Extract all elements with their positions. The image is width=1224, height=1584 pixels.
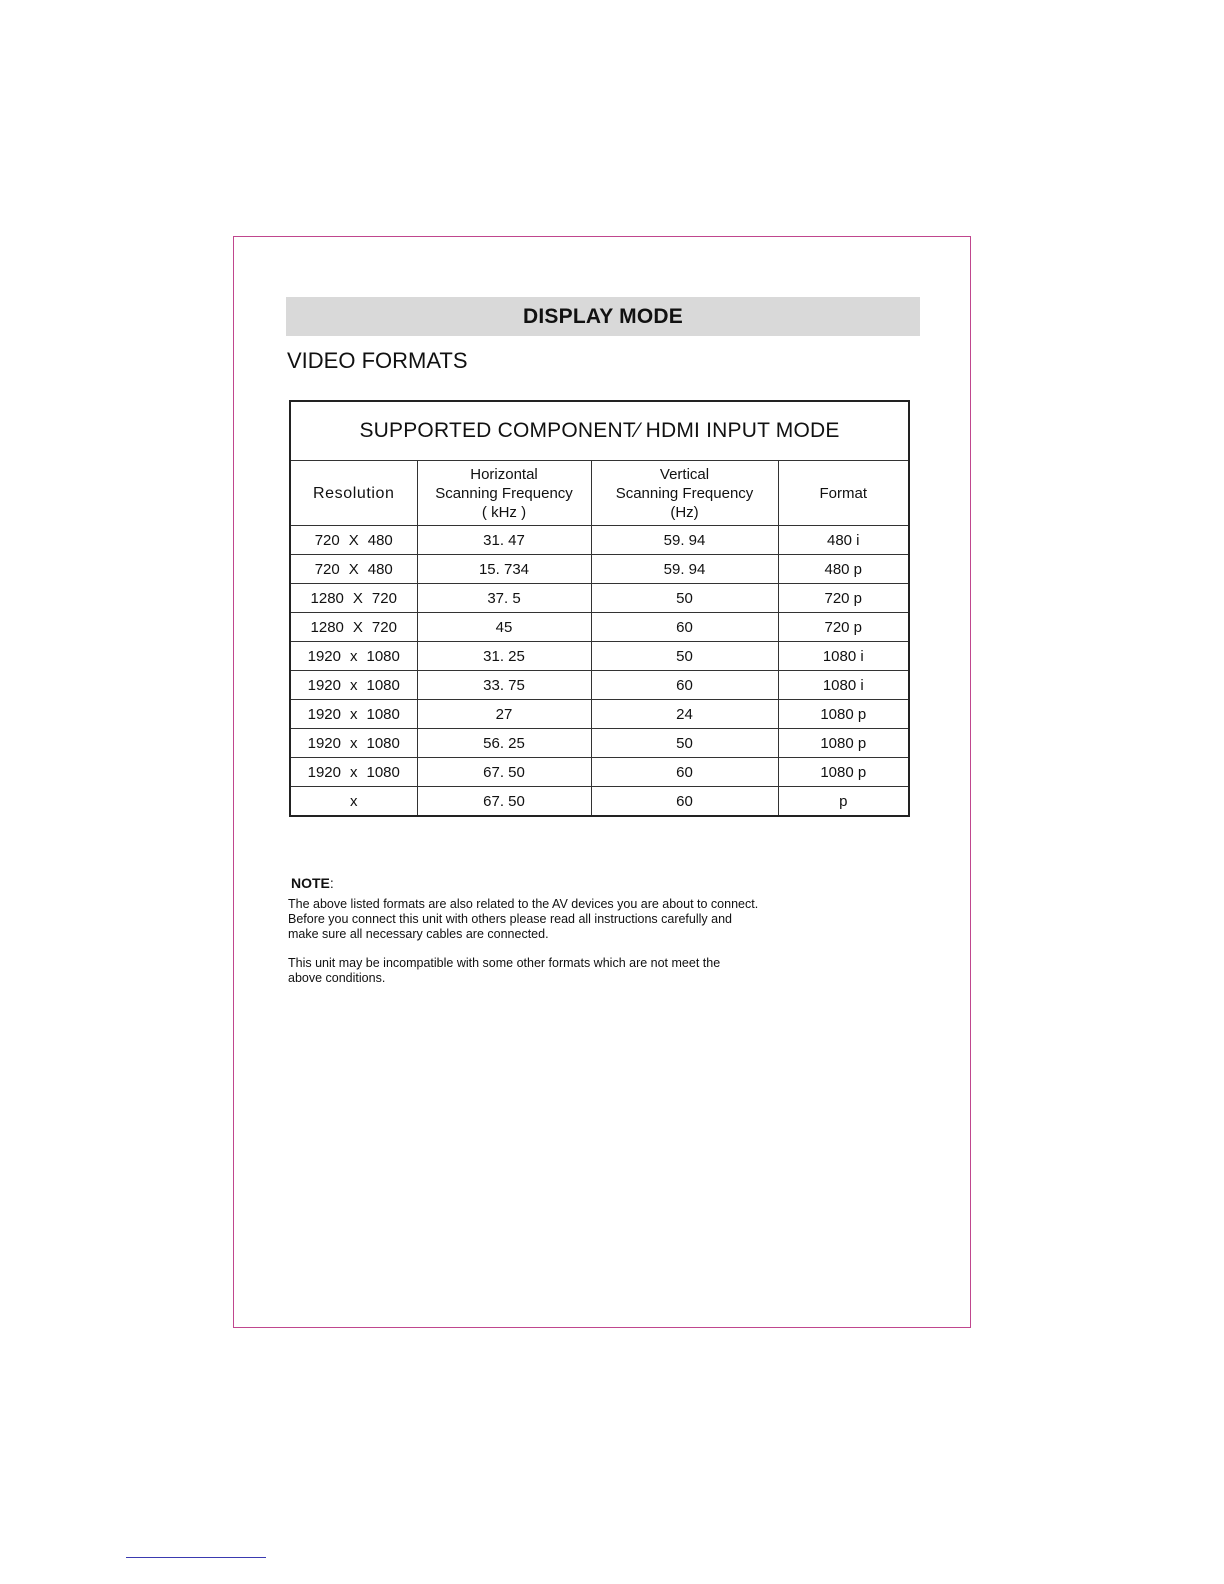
table-row — [290, 758, 909, 787]
resolution-separator: X — [348, 531, 359, 549]
format-cell: 1080 i — [778, 642, 909, 671]
footer-rule — [126, 1557, 266, 1558]
resolution-width: 1280 — [310, 618, 344, 636]
format-cell: p — [778, 787, 909, 817]
format-cell: 1080 p — [778, 700, 909, 729]
table-row — [290, 555, 909, 584]
section-heading: VIDEO FORMATS — [287, 348, 468, 373]
resolution-separator: x — [350, 763, 358, 781]
resolution-height: 1080 — [366, 734, 400, 752]
resolution-height: 1080 — [366, 763, 400, 781]
header-line: Horizontal — [470, 465, 538, 483]
format-cell: 1080 i — [778, 671, 909, 700]
vertical-frequency-cell: 59. 94 — [591, 555, 778, 584]
resolution-height: 480 — [367, 560, 393, 578]
note-paragraph-2 — [288, 956, 848, 986]
table-row — [290, 613, 909, 642]
page-title: DISPLAY MODE — [523, 304, 683, 328]
resolution-separator: X — [352, 589, 363, 607]
note-line: Before you connect this unit with others please read all instructions carefully and — [288, 912, 732, 926]
resolution-cell — [290, 584, 417, 613]
table-row — [290, 700, 909, 729]
note-line: This unit may be incompatible with some other formats which are not meet the — [288, 956, 721, 970]
resolution-separator: x — [350, 792, 358, 810]
format-cell: 1080 p — [778, 729, 909, 758]
vertical-frequency-cell: 60 — [591, 787, 778, 817]
table-row — [290, 642, 909, 671]
header-line: Vertical — [659, 465, 710, 483]
table-caption: SUPPORTED COMPONENT∕ HDMI INPUT MODE — [290, 401, 909, 461]
resolution-separator: x — [350, 734, 358, 752]
vertical-frequency-cell: 24 — [591, 700, 778, 729]
resolution-separator: x — [350, 676, 358, 694]
resolution-cell — [290, 526, 417, 555]
table-row — [290, 584, 909, 613]
resolution-width: 1920 — [307, 734, 341, 752]
column-header-format: Format — [778, 461, 909, 526]
horizontal-frequency-cell: 56. 25 — [417, 729, 591, 758]
vertical-frequency-cell: 50 — [591, 584, 778, 613]
header-line: Scanning Frequency — [615, 484, 754, 502]
horizontal-frequency-cell: 67. 50 — [417, 758, 591, 787]
vertical-frequency-cell: 59. 94 — [591, 526, 778, 555]
horizontal-frequency-cell: 67. 50 — [417, 787, 591, 817]
input-mode-table — [289, 400, 910, 817]
resolution-height: 1080 — [366, 647, 400, 665]
resolution-separator: X — [352, 618, 363, 636]
table-row — [290, 729, 909, 758]
note-line: The above listed formats are also related to the AV devices you are about to connect. — [288, 897, 759, 911]
horizontal-frequency-cell: 15. 734 — [417, 555, 591, 584]
horizontal-frequency-cell: 31. 25 — [417, 642, 591, 671]
page-title-bar — [286, 297, 920, 336]
note-label — [291, 876, 848, 891]
format-cell: 1080 p — [778, 758, 909, 787]
vertical-frequency-cell: 50 — [591, 642, 778, 671]
resolution-height: 1080 — [366, 705, 400, 723]
horizontal-frequency-cell: 37. 5 — [417, 584, 591, 613]
horizontal-frequency-cell: 27 — [417, 700, 591, 729]
vertical-frequency-cell: 50 — [591, 729, 778, 758]
column-header-vertical — [591, 461, 778, 526]
table-row — [290, 787, 909, 817]
vertical-frequency-cell: 60 — [591, 613, 778, 642]
resolution-cell — [290, 555, 417, 584]
format-cell: 720 p — [778, 613, 909, 642]
resolution-separator: x — [350, 647, 358, 665]
resolution-separator: X — [348, 560, 359, 578]
resolution-width: 1920 — [307, 705, 341, 723]
resolution-width: 720 — [314, 560, 340, 578]
format-cell: 720 p — [778, 584, 909, 613]
resolution-cell — [290, 729, 417, 758]
resolution-cell — [290, 671, 417, 700]
horizontal-frequency-cell: 31. 47 — [417, 526, 591, 555]
resolution-cell — [290, 642, 417, 671]
header-line: Scanning Frequency — [435, 484, 573, 502]
header-line: (Hz) — [670, 503, 699, 521]
column-header-resolution: Resolution — [290, 461, 417, 526]
vertical-frequency-cell: 60 — [591, 758, 778, 787]
horizontal-frequency-cell: 45 — [417, 613, 591, 642]
resolution-height: 720 — [371, 589, 397, 607]
resolution-separator: x — [350, 705, 358, 723]
resolution-width: 1920 — [307, 763, 341, 781]
note-label-colon: : — [329, 875, 334, 891]
table-row — [290, 526, 909, 555]
vertical-frequency-cell: 60 — [591, 671, 778, 700]
horizontal-frequency-cell: 33. 75 — [417, 671, 591, 700]
note-line: make sure all necessary cables are connected. — [288, 927, 549, 941]
resolution-width: 1280 — [310, 589, 344, 607]
resolution-height: 480 — [367, 531, 393, 549]
note-label-text: NOTE — [291, 875, 330, 891]
note-paragraph-1 — [288, 897, 848, 942]
table-row — [290, 671, 909, 700]
column-header-horizontal — [417, 461, 591, 526]
resolution-cell — [290, 613, 417, 642]
header-line: ( kHz ) — [481, 503, 527, 521]
table-body — [290, 526, 909, 817]
note-line: above conditions. — [288, 971, 386, 985]
resolution-width: 1920 — [307, 676, 341, 694]
resolution-width: 720 — [314, 531, 340, 549]
resolution-height: 1080 — [366, 676, 400, 694]
resolution-cell — [290, 700, 417, 729]
resolution-height: 720 — [371, 618, 397, 636]
resolution-width: 1920 — [307, 647, 341, 665]
resolution-cell — [290, 787, 417, 817]
resolution-cell — [290, 758, 417, 787]
format-cell: 480 p — [778, 555, 909, 584]
format-cell: 480 i — [778, 526, 909, 555]
note-section — [288, 876, 848, 1000]
